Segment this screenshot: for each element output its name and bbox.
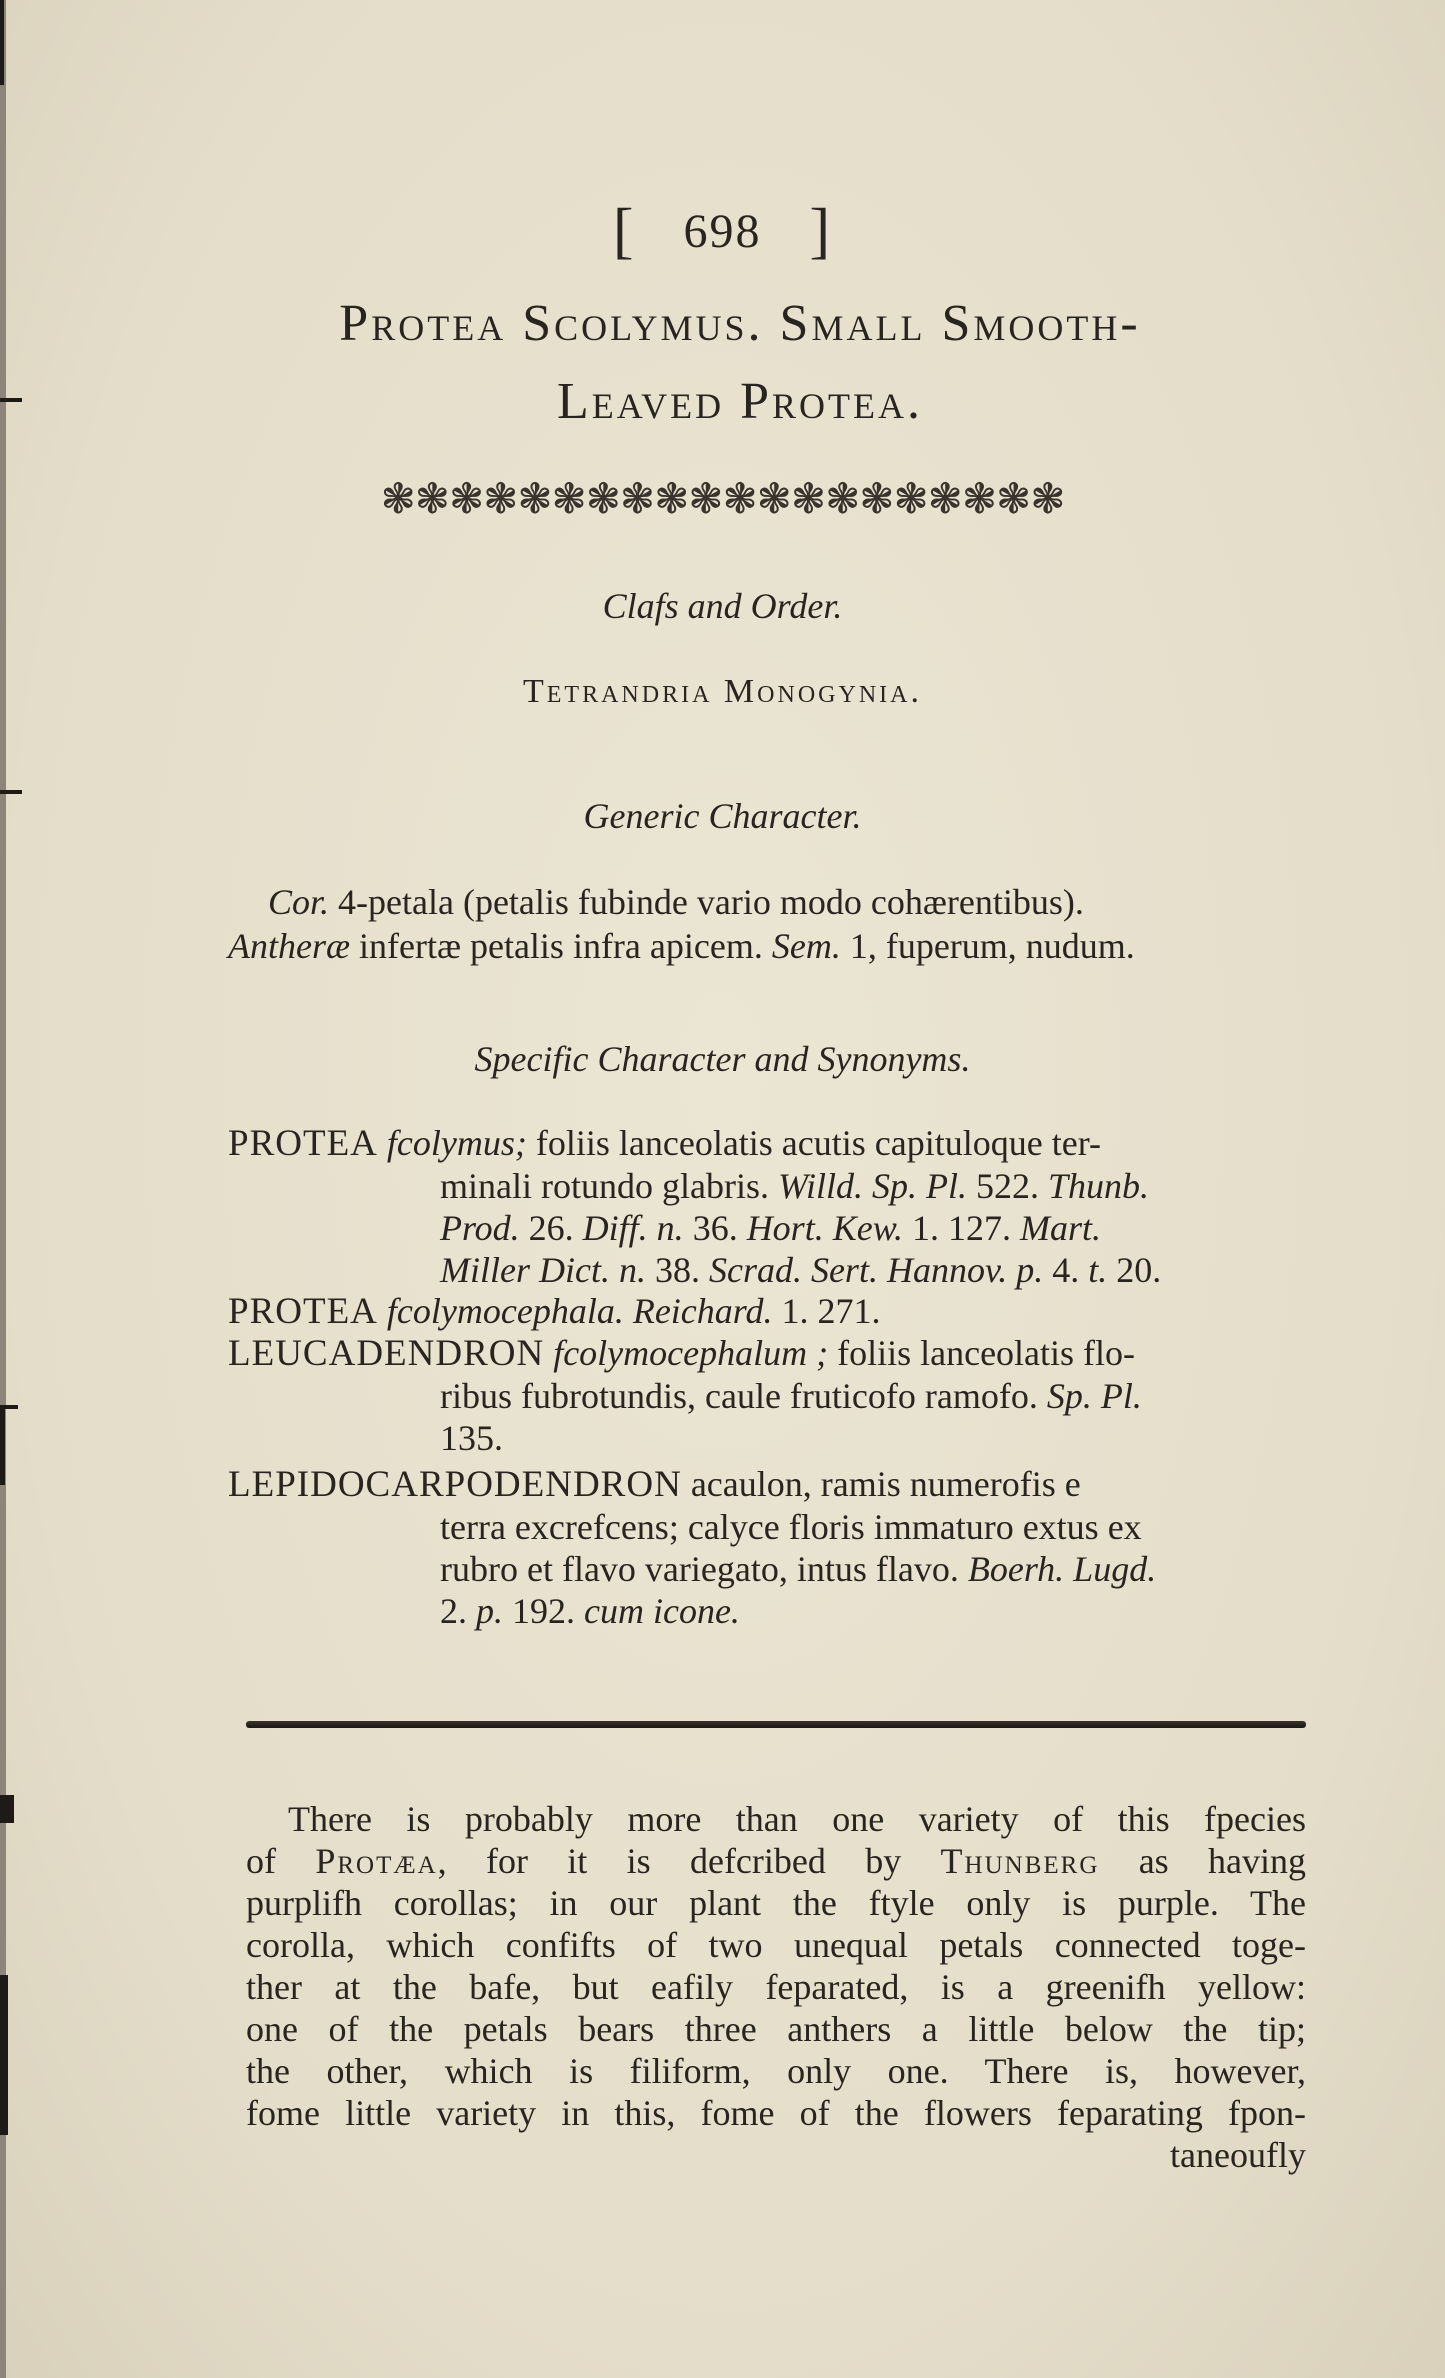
citation: Sp. Pl. <box>1046 1376 1142 1416</box>
text-run: 38. <box>645 1250 709 1290</box>
synonym-line <box>228 1590 1298 1632</box>
text-run: infertæ petalis infra apicem. <box>350 926 772 966</box>
text-run: of <box>246 1841 316 1881</box>
synonym-line <box>228 1249 1298 1291</box>
title-line-1: Protea Scolymus. Small Smooth- <box>339 295 1141 352</box>
text-run: 36. <box>683 1208 747 1248</box>
text-run: 4-petala (petalis fubinde vario modo cohærentibus). <box>329 882 1084 922</box>
synonym-entry <box>228 1290 1298 1333</box>
generic-line <box>228 924 1298 968</box>
text-run: foliis lanceolatis flo- <box>828 1333 1136 1373</box>
paragraph-line: the other, which is filiform, only one. There is, however, <box>246 2051 1306 2091</box>
description-paragraph <box>246 1798 1306 2176</box>
genus-term: Sem. <box>771 926 841 966</box>
citation: Scrad. Sert. Hannov. p. <box>708 1250 1044 1290</box>
generic-line <box>228 880 1298 924</box>
text-run: acaulon, ramis numerofis e <box>681 1464 1081 1504</box>
paragraph-line: ther at the bafe, but eafily feparated, is a greenifh yellow: <box>246 1967 1306 2007</box>
genus-term: Antheræ <box>228 926 350 966</box>
paragraph-line: corolla, which confifts of two unequal petals connected toge- <box>246 1925 1306 1965</box>
text-run: 20. <box>1107 1250 1162 1290</box>
text-run: 192. <box>503 1591 584 1631</box>
synonym-line <box>228 1375 1298 1417</box>
citation: Willd. Sp. Pl. <box>777 1166 967 1206</box>
paragraph-line: one of the petals bears three anthers a little below the tip; <box>246 2009 1306 2049</box>
small-caps-name: Protæa <box>315 1841 438 1881</box>
genus-name: PROTEA <box>228 1291 378 1332</box>
genus-name: LEUCADENDRON <box>228 1333 545 1374</box>
binding-mark <box>0 398 22 402</box>
synonym-line <box>228 1548 1298 1590</box>
citation: Hort. Kew. <box>746 1208 904 1248</box>
binding-mark <box>0 0 4 85</box>
text-run: 1, fuperum, nudum. <box>840 926 1135 966</box>
binding-mark <box>0 1405 5 1485</box>
citation: Boerh. Lugd. <box>967 1549 1157 1589</box>
page-number <box>0 196 1445 267</box>
text-run: 4. <box>1043 1250 1089 1290</box>
text-run: , for it is defcribed by <box>437 1841 941 1881</box>
synonym-line <box>228 1122 1298 1165</box>
synonym-line <box>228 1165 1298 1207</box>
genus-name: LEPIDOCARPODENDRON <box>228 1464 682 1505</box>
paragraph-line: fome little variety in this, fome of the flowers feparating fpon- <box>246 2093 1306 2133</box>
paragraph-line: There is probably more than one variety of this fpecies <box>288 1799 1306 1839</box>
folio-number: 698 <box>683 205 762 258</box>
folio-open-bracket: [ <box>612 197 636 265</box>
synonym-entry <box>228 1463 1298 1632</box>
binding-mark <box>0 790 22 794</box>
species-name: fcolymocephala. <box>386 1291 624 1331</box>
species-name: fcolymocephalum ; <box>553 1333 829 1373</box>
text-run: 1. 127. <box>903 1208 1021 1248</box>
text-run: ribus fubrotundis, caule fruticofo ramofo. <box>440 1376 1047 1416</box>
folio-close-bracket: ] <box>809 197 833 265</box>
generic-character-heading: Generic Character. <box>583 796 862 836</box>
citation: Prod. <box>440 1208 520 1248</box>
text-run: 26. <box>519 1208 583 1248</box>
synonym-line <box>228 1290 1298 1333</box>
text-run: 1. 271. <box>772 1291 881 1331</box>
synonym-entry <box>228 1122 1298 1291</box>
catchword: taneoufly <box>1170 2135 1306 2175</box>
synonym-line: terra excrefcens; calyce floris immaturo extus ex <box>440 1507 1142 1547</box>
text-run: 522. <box>966 1166 1048 1206</box>
title-line-2: Leaved Protea. <box>556 373 923 430</box>
synonym-line <box>228 1332 1298 1375</box>
citation: Diff. n. <box>582 1208 684 1248</box>
synonym-entry <box>228 1332 1298 1459</box>
specific-character-heading: Specific Character and Synonyms. <box>474 1039 971 1079</box>
citation: Mart. <box>1020 1208 1102 1248</box>
paragraph-line: purplifh corollas; in our plant the ftyle only is purple. The <box>246 1883 1306 1923</box>
text-run: minali rotundo glabris. <box>440 1166 778 1206</box>
text-run: foliis lanceolatis acutis capituloque ter- <box>526 1123 1101 1163</box>
citation: Reichard. <box>632 1291 773 1331</box>
text-run: as having <box>1099 1841 1307 1881</box>
synonym-line <box>228 1463 1298 1506</box>
citation: t. <box>1088 1250 1108 1290</box>
citation: cum icone. <box>584 1591 740 1631</box>
class-order-value: Tetrandria Monogynia. <box>523 673 922 710</box>
synonym-line <box>228 1207 1298 1249</box>
citation: Thunb. <box>1047 1166 1149 1206</box>
citation: p. <box>476 1591 503 1631</box>
binding-mark <box>0 1975 8 2135</box>
citation: Miller Dict. n. <box>440 1250 646 1290</box>
section-divider <box>246 1721 1306 1728</box>
genus-name: PROTEA <box>228 1123 378 1164</box>
binding-mark <box>0 1795 14 1823</box>
class-order-heading: Clafs and Order. <box>602 586 843 626</box>
generic-character-text <box>228 880 1298 968</box>
genus-term: Cor. <box>268 882 330 922</box>
species-name: fcolymus; <box>386 1123 527 1163</box>
text-run: rubro et flavo variegato, intus flavo. <box>440 1549 968 1589</box>
text-run: 2. <box>440 1591 476 1631</box>
synonym-line: 135. <box>440 1418 503 1458</box>
page-title <box>240 285 1240 441</box>
small-caps-name: Thunberg <box>940 1841 1100 1881</box>
paragraph-line <box>246 1840 1306 1882</box>
ornamental-rule: ❃❃❃❃❃❃❃❃❃❃❃❃❃❃❃❃❃❃❃❃ <box>380 477 1065 523</box>
